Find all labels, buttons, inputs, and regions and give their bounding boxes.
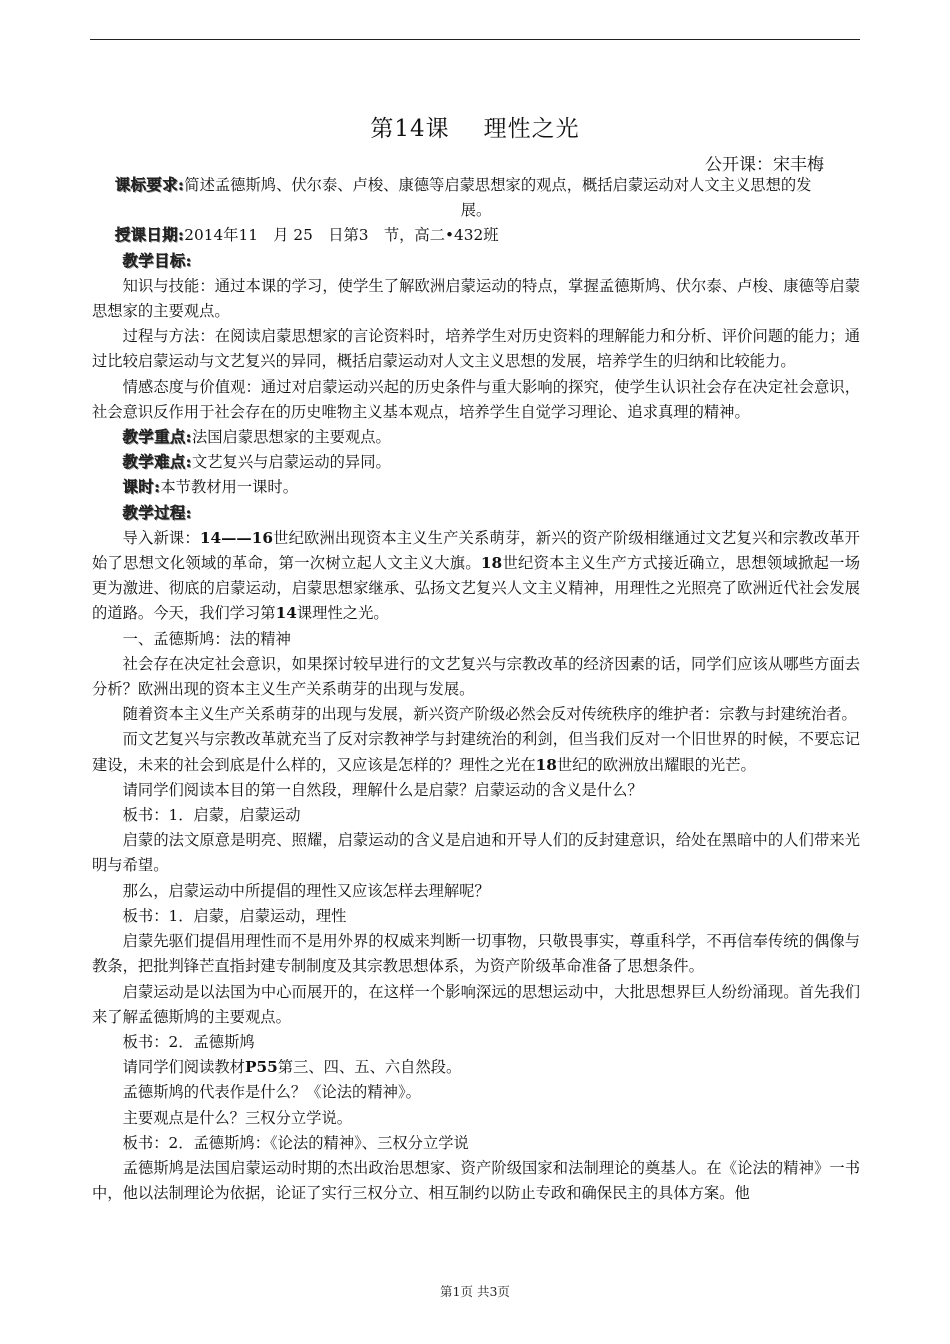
paragraph: 请同学们阅读教材P55第三、四、五、六自然段。 [122,1058,462,1077]
section-heading: 一、孟德斯鸠：法的精神 [122,629,291,648]
board-note: 板书：1．启蒙，启蒙运动 [122,806,301,825]
paragraph: 而文艺复兴与宗教改革就充当了反对宗教神学与封建统治的利剑，但当我们反对一个旧世界的时候，不要忘记建设，未来的社会到底是什么样的，又应该是怎样的？理性之光在18世纪的欧洲放出耀眼的光芒。 [92,730,860,774]
paragraph: 孟德斯鸠是法国启蒙运动时期的杰出政治思想家、资产阶级国家和法制理论的奠基人。在《论法的精神》一书中，他以法制理论为依据，论证了实行三权分立、相互制约以防止专政和确保民主的具体方案。他 [92,1158,860,1203]
board-note: 板书：1．启蒙，启蒙运动，理性 [122,906,347,925]
board-note: 板书：2．孟德斯鸠 [122,1032,255,1051]
goals-heading: 教学目标: [122,251,192,270]
paragraph: 社会存在决定社会意识，如果探讨较早进行的文艺复兴与宗教改革的经济因素的话，同学们应该从哪些方面去分析？欧洲出现的资本主义生产关系萌芽的出现与发展。 [92,654,860,699]
goal-knowledge: 知识与技能：通过本课的学习，使学生了解欧洲启蒙运动的特点，掌握孟德斯鸠、伏尔泰、卢梭、康德等启蒙思想家的主要观点。 [92,276,860,321]
teaching-date: 授课日期:2014年11 月 25 日第3 节，高二•432班 [114,226,499,245]
paragraph: 主要观点是什么？三权分立学说。 [122,1108,353,1127]
page-number: 第1页 共3页 [440,1284,510,1299]
goal-process: 过程与方法：在阅读启蒙思想家的言论资料时，培养学生对历史资料的理解能力和分析、评价问题的能力；通过比较启蒙运动与文艺复兴的异同，概括启蒙运动对人文主义思想的发展，培养学生的归纳和比较能力。 [92,327,860,371]
paragraph: 启蒙先驱们提倡用理性而不是用外界的权威来判断一切事物，只敬畏事实，尊重科学，不再信奉传统的偶像与教条，把批判锋芒直指封建专制制度及其宗教思想体系，为资产阶级革命准备了思想条件。 [92,932,860,976]
paragraph: 请同学们阅读本目的第一自然段，理解什么是启蒙？启蒙运动的含义是什么？ [122,780,643,799]
lesson-title: 第14课 理性之光 [370,116,580,142]
key-point: 教学重点:法国启蒙思想家的主要观点。 [122,428,391,447]
requirements-label: 课标要求: [114,176,185,194]
paragraph: 那么，启蒙运动中所提倡的理性又应该怎样去理解呢？ [122,881,490,900]
paragraph: 随着资本主义生产关系萌芽的出现与发展，新兴资产阶级必然会反对传统秩序的维护者：宗教与封建统治者。 [122,705,857,724]
class-hours: 课时:本节教材用一课时。 [122,478,299,497]
paragraph: 孟德斯鸠的代表作是什么？《论法的精神》。 [122,1083,421,1102]
header-rule [90,39,860,40]
paragraph: 启蒙的法文原意是明亮、照耀，启蒙运动的含义是启迪和开导人们的反封建意识，给处在黑暗中的人们带来光明与希望。 [92,831,860,875]
intro-paragraph: 导入新课：14——16世纪欧洲出现资本主义生产关系萌芽，新兴的资产阶级相继通过文艺复兴和宗教改革开始了思想文化领域的革命，第一次树立起人文主义大旗。18世纪资本主义生产方式接近确立，思想领域掀起一场更为激进、彻底的启蒙运动，启蒙思想家继承、弘扬文艺复兴人文主义精神，用理性之光照亮了欧洲近代社会发展的道路。今天，我们学习第14课理性之光。 [92,528,860,623]
process-heading: 教学过程: [122,503,192,522]
paragraph: 启蒙运动是以法国为中心而展开的，在这样一个影响深远的思想运动中，大批思想界巨人纷纷涌现。首先我们来了解孟德斯鸠的主要观点。 [92,982,860,1026]
lesson-body: 课标要求:简述孟德斯鸠、伏尔泰、卢梭、康德等启蒙思想家的观点，概括启蒙运动对人文主义思想的发 展。 授课日期:2014年11 月 25 日第3 节，高二•432班 教学目标: 知识与技能：通过本课的学习，使学生了解欧洲启蒙运动的特点，掌握孟德斯鸠、伏尔泰、卢梭、康德等启蒙思想家的主要观点。 过程与方法：在阅读启蒙思想家的言论资料时，培养学生对历史资料的理解能力和分析、评价问题的能力；通过比较启蒙运动与文艺复兴的异同，概括启蒙运动对人文主义思想的发展，培养学生的归纳和比较能力。 情感态度与价值观：通过对启蒙运动兴起的历史条件与重大影响的探究，使学生认识社会存在决定社会意识，社会意识反作用于社会存在的历史唯物主义基本观点，培养学生自觉学习理论、追求真理的精神。 教学重点:法国启蒙思想家的主要观点。 教学难点:文艺复兴与启蒙运动的异同。 课时:本节教材用一课时。 教学过程: 导入新课：14——16世纪欧洲出现资本主义生产关系萌芽，新兴的资产阶级相继通过文艺复兴和宗教改革开始了思想文化领域的革命，第一次树立起人文主义大旗。18世纪资本主义生产方式接近确立，思想领域掀起一场更为激进、彻底的启蒙运动，启蒙思想家继承、弘扬文艺复兴人文主义精神，用理性之光照亮了欧洲近代社会发展的道路。今天，我们学习第14课理性之光。 一、孟德斯鸠：法的精神 社会存在决定社会意识，如果探讨较早进行的文艺复兴与宗教改革的经济因素的话，同学们应该从哪些方面去分析？欧洲出现的资本主义生产关系萌芽的出现与发展。 随着资本主义生产关系萌芽的出现与发展，新兴资产阶级必然会反对传统秩序的维护者：宗教与封建统治者。 而文艺复兴与宗教改革就充当了反对宗教神学与封建统治的利剑，但当我们反对一个旧世界的时候，不要忘记建设，未来的社会到底是什么样的，又应该是怎样的？理性之光在18世纪的欧洲放出耀眼的光芒。 请同学们阅读本目的第一自然段，理解什么是启蒙？启蒙运动的含义是什么？ 板书：1．启蒙，启蒙运动 启蒙的法文原意是明亮、照耀，启蒙运动的含义是启迪和开导人们的反封建意识，给处在黑暗中的人们带来光明与希望。 那么，启蒙运动中所提倡的理性又应该怎样去理解呢？ 板书：1．启蒙，启蒙运动，理性 启蒙先驱们提倡用理性而不是用外界的权威来判断一切事物，只敬畏事实，尊重科学，不再信奉传统的偶像与教条，把批判锋芒直指封建专制制度及其宗教思想体系，为资产阶级革命准备了思想条件。 启蒙运动是以法国为中心而展开的，在这样一个影响深远的思想运动中，大批思想界巨人纷纷涌现。首先我们来了解孟德斯鸠的主要观点。 板书：2．孟德斯鸠 请同学们阅读教材P55第三、四、五、六自然段。 孟德斯鸠的代表作是什么？《论法的精神》。 主要观点是什么？三权分立学说。 板书：2．孟德斯鸠：《论法的精神》、三权分立学说 孟德斯鸠是法国启蒙运动时期的杰出政治思想家、资产阶级国家和法制理论的奠基人。在《论法的精神》一书中，他以法制理论为依据，论证了实行三权分立、相互制约以防止专政和确保民主的具体方案。他 [92,173,860,1206]
board-note: 板书：2．孟德斯鸠：《论法的精神》、三权分立学说 [122,1133,469,1152]
requirements: 课标要求:简述孟德斯鸠、伏尔泰、卢梭、康德等启蒙思想家的观点，概括启蒙运动对人文主义思想的发 [114,176,812,194]
teacher-line: 公开课：宋丰梅 [705,155,824,175]
difficult-point: 教学难点:文艺复兴与启蒙运动的异同。 [122,453,391,472]
goal-attitude: 情感态度与价值观：通过对启蒙运动兴起的历史条件与重大影响的探究，使学生认识社会存在决定社会意识，社会意识反作用于社会存在的历史唯物主义基本观点，培养学生自觉学习理论、追求真理的精神。 [92,377,860,421]
date-label: 授课日期: [114,226,185,245]
